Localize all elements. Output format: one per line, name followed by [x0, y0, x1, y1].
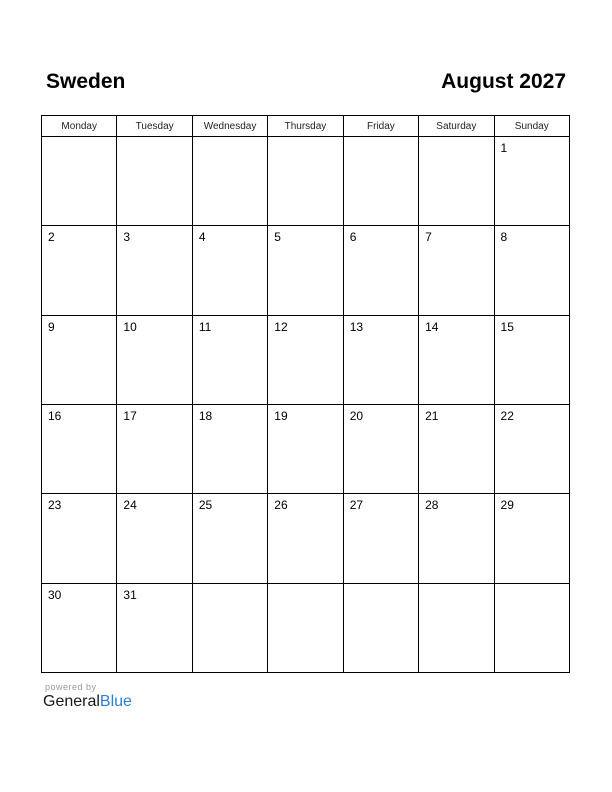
day-number: 1	[500, 141, 508, 155]
day-cell	[268, 583, 343, 672]
day-cell	[117, 583, 192, 672]
day-number	[268, 137, 342, 141]
day-cell	[192, 137, 267, 226]
day-number: 25	[198, 498, 213, 513]
day-cell	[42, 137, 117, 226]
day-number: 8	[500, 230, 508, 245]
day-number: 3	[123, 230, 131, 245]
week-row	[42, 137, 570, 226]
month-calendar-grid	[41, 115, 570, 673]
weekday-header: Sunday	[494, 116, 569, 137]
day-cell	[117, 315, 192, 404]
day-number	[268, 584, 342, 588]
country-title: Sweden	[46, 70, 126, 93]
day-cell	[343, 404, 418, 493]
day-number: 18	[198, 408, 213, 423]
day-cell	[268, 226, 343, 315]
calendar-header	[46, 70, 566, 100]
weekday-header-row	[42, 116, 570, 137]
day-number	[344, 584, 418, 588]
day-number: 27	[349, 498, 364, 513]
day-cell	[117, 494, 192, 583]
day-cell	[192, 315, 267, 404]
day-number: 13	[349, 319, 364, 334]
day-cell	[343, 494, 418, 583]
day-cell	[343, 137, 418, 226]
generalblue-logo[interactable]	[43, 693, 132, 711]
day-number: 23	[48, 498, 62, 513]
day-cell	[494, 494, 569, 583]
day-number: 10	[123, 319, 137, 334]
day-cell	[42, 315, 117, 404]
week-row	[42, 404, 570, 493]
week-row	[42, 226, 570, 315]
weekday-header: Tuesday	[117, 116, 192, 137]
day-cell	[117, 404, 192, 493]
day-number: 17	[123, 408, 137, 423]
day-number: 16	[48, 408, 62, 423]
day-cell	[268, 137, 343, 226]
day-number	[193, 584, 267, 588]
footer-branding	[43, 682, 132, 711]
day-cell	[192, 583, 267, 672]
day-number	[344, 137, 418, 141]
day-number: 26	[274, 498, 288, 513]
day-number: 19	[274, 408, 288, 423]
day-number: 15	[500, 319, 514, 334]
day-number: 6	[349, 230, 357, 245]
day-cell	[494, 137, 569, 226]
day-number: 4	[198, 230, 206, 245]
day-number: 30	[48, 587, 62, 602]
day-number: 11	[198, 319, 212, 334]
day-cell	[42, 226, 117, 315]
day-cell	[494, 583, 569, 672]
day-number: 14	[425, 319, 439, 334]
week-row	[42, 583, 570, 672]
day-number: 31	[123, 587, 137, 602]
day-cell	[42, 494, 117, 583]
day-cell	[343, 226, 418, 315]
week-row	[42, 494, 570, 583]
day-number	[42, 137, 116, 141]
brand-general-text: General	[43, 693, 100, 710]
day-cell	[494, 315, 569, 404]
day-number	[419, 137, 493, 141]
day-cell	[494, 404, 569, 493]
day-cell	[268, 404, 343, 493]
day-number: 24	[123, 498, 137, 513]
day-cell	[192, 494, 267, 583]
day-cell	[343, 583, 418, 672]
day-cell	[268, 315, 343, 404]
day-number: 29	[500, 498, 514, 513]
day-cell	[192, 404, 267, 493]
day-cell	[419, 137, 494, 226]
day-cell	[343, 315, 418, 404]
day-number: 2	[48, 230, 55, 245]
weekday-header: Monday	[42, 116, 117, 137]
day-cell	[494, 226, 569, 315]
day-cell	[419, 404, 494, 493]
day-cell	[419, 583, 494, 672]
day-cell	[419, 226, 494, 315]
day-number	[193, 137, 267, 141]
weekday-header: Thursday	[268, 116, 343, 137]
day-cell	[419, 315, 494, 404]
weekday-header: Friday	[343, 116, 418, 137]
day-number: 20	[349, 408, 364, 423]
weekday-header: Wednesday	[192, 116, 267, 137]
day-cell	[42, 583, 117, 672]
day-number: 9	[48, 319, 55, 334]
day-cell	[419, 494, 494, 583]
powered-by-label: powered by	[45, 682, 97, 692]
week-row	[42, 315, 570, 404]
month-year-title: August 2027	[441, 70, 566, 93]
day-cell	[117, 226, 192, 315]
day-number	[117, 137, 191, 141]
day-number: 7	[425, 230, 432, 245]
day-cell	[117, 137, 192, 226]
brand-blue-text: Blue	[99, 693, 132, 710]
weekday-header: Saturday	[419, 116, 494, 137]
day-number: 21	[425, 408, 439, 423]
day-number: 28	[425, 498, 439, 513]
day-number	[419, 584, 493, 588]
day-number	[495, 584, 569, 588]
day-cell	[192, 226, 267, 315]
day-number: 5	[274, 230, 281, 245]
day-cell	[42, 404, 117, 493]
day-cell	[268, 494, 343, 583]
day-number: 12	[274, 319, 288, 334]
day-number: 22	[500, 408, 514, 423]
